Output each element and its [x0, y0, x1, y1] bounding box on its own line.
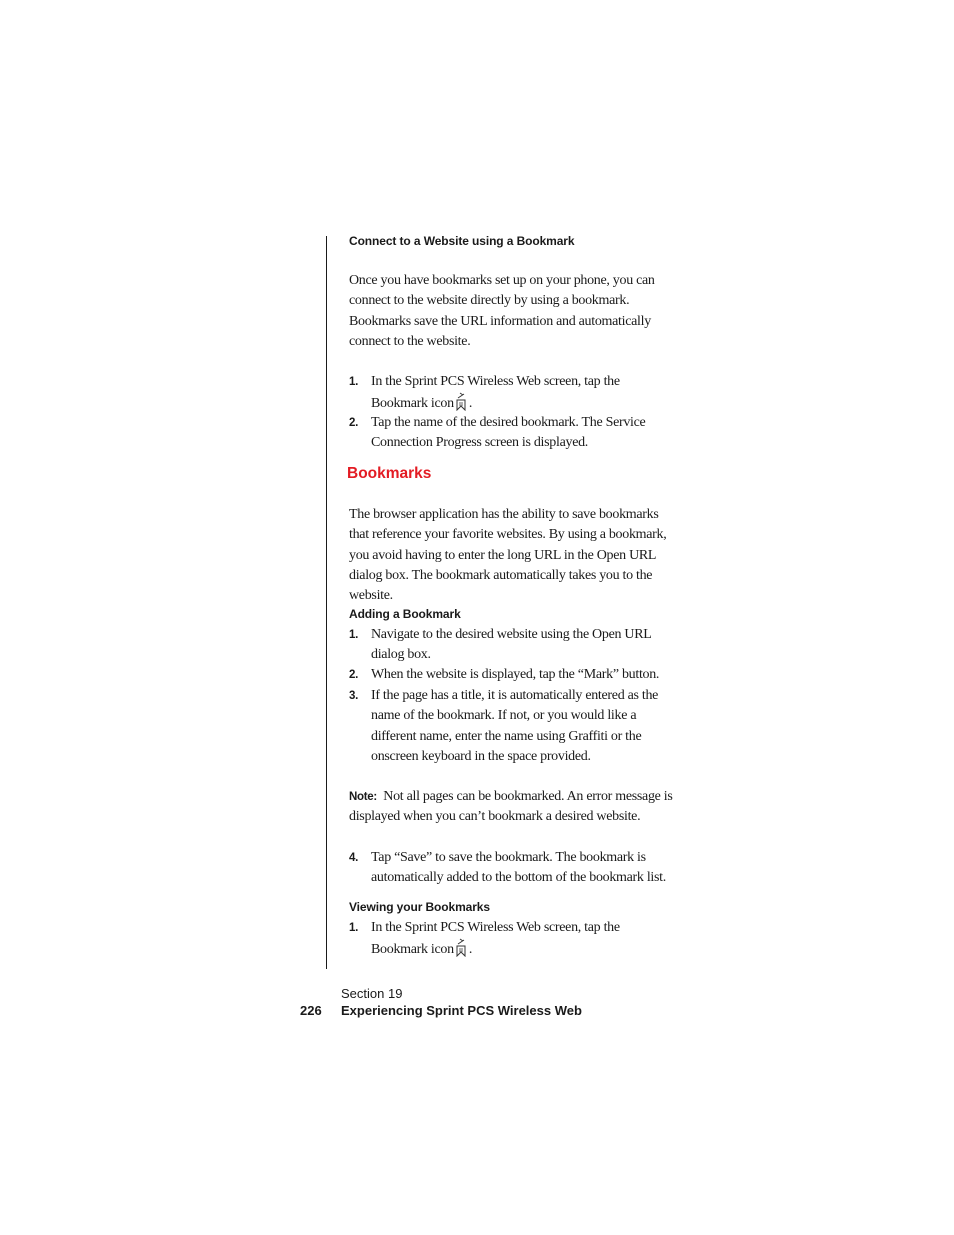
step-number: 1. — [349, 922, 358, 934]
adding-heading: Adding a Bookmark — [349, 607, 461, 621]
adding-step-3 — [349, 686, 679, 767]
connect-step-1 — [349, 372, 679, 415]
step-text-tail: . — [468, 942, 473, 958]
bookmark-icon — [455, 938, 467, 957]
step-number: 2. — [349, 669, 358, 681]
footer-section-label: Section 19 — [341, 986, 403, 1001]
viewing-step-1 — [349, 918, 679, 961]
note — [349, 787, 679, 828]
viewing-heading: Viewing your Bookmarks — [349, 900, 490, 914]
step-text-body: In the Sprint PCS Wireless Web screen, tap the Bookmark icon — [371, 920, 620, 958]
step-text: Tap the name of the desired bookmark. The Service Connection Progress screen is displayed. — [371, 415, 646, 451]
step-number: 3. — [349, 690, 358, 702]
step-text — [371, 372, 679, 415]
bookmarks-intro: The browser application has the ability to save bookmarks that reference your favorite websites. By using a bookmark, you avoid having to enter the long URL in the Open URL dialog box. The bookmark automatically takes you to the website. — [349, 507, 667, 604]
adding-step-2 — [349, 665, 679, 685]
page-number: 226 — [300, 1003, 322, 1018]
connect-intro: Once you have bookmarks set up on your phone, you can connect to the website directly by using a bookmark. Bookmarks save the URL information and automatically connect to the website. — [349, 273, 655, 349]
step-number: 1. — [349, 376, 358, 388]
step-text: Tap “Save” to save the bookmark. The bookmark is automatically added to the bottom of the bookmark list. — [371, 850, 666, 886]
adding-step-1 — [349, 625, 679, 666]
step-text — [371, 918, 679, 961]
adding-step-4 — [349, 848, 679, 889]
connect-step-2 — [349, 413, 679, 454]
bookmarks-heading: Bookmarks — [347, 465, 432, 482]
margin-rule — [326, 236, 327, 969]
step-text-body: In the Sprint PCS Wireless Web screen, tap the Bookmark icon — [371, 374, 620, 412]
step-number: 2. — [349, 417, 358, 429]
step-text: Navigate to the desired website using the Open URL dialog box. — [371, 627, 651, 663]
note-label: Note: — [349, 791, 377, 803]
step-text: If the page has a title, it is automatically entered as the name of the bookmark. If not, or you would like a different name, enter the name using Graffiti or the onscreen keyboard in the space provided. — [371, 688, 659, 764]
bookmark-icon — [455, 392, 467, 411]
footer-title: Experiencing Sprint PCS Wireless Web — [341, 1003, 582, 1018]
connect-heading: Connect to a Website using a Bookmark — [349, 234, 575, 248]
step-number: 1. — [349, 629, 358, 641]
note-text: Not all pages can be bookmarked. An error message is displayed when you can’t bookmark a desired website. — [349, 789, 673, 825]
step-text-tail: . — [468, 396, 473, 412]
step-number: 4. — [349, 852, 358, 864]
step-text: When the website is displayed, tap the “Mark” button. — [371, 667, 660, 682]
